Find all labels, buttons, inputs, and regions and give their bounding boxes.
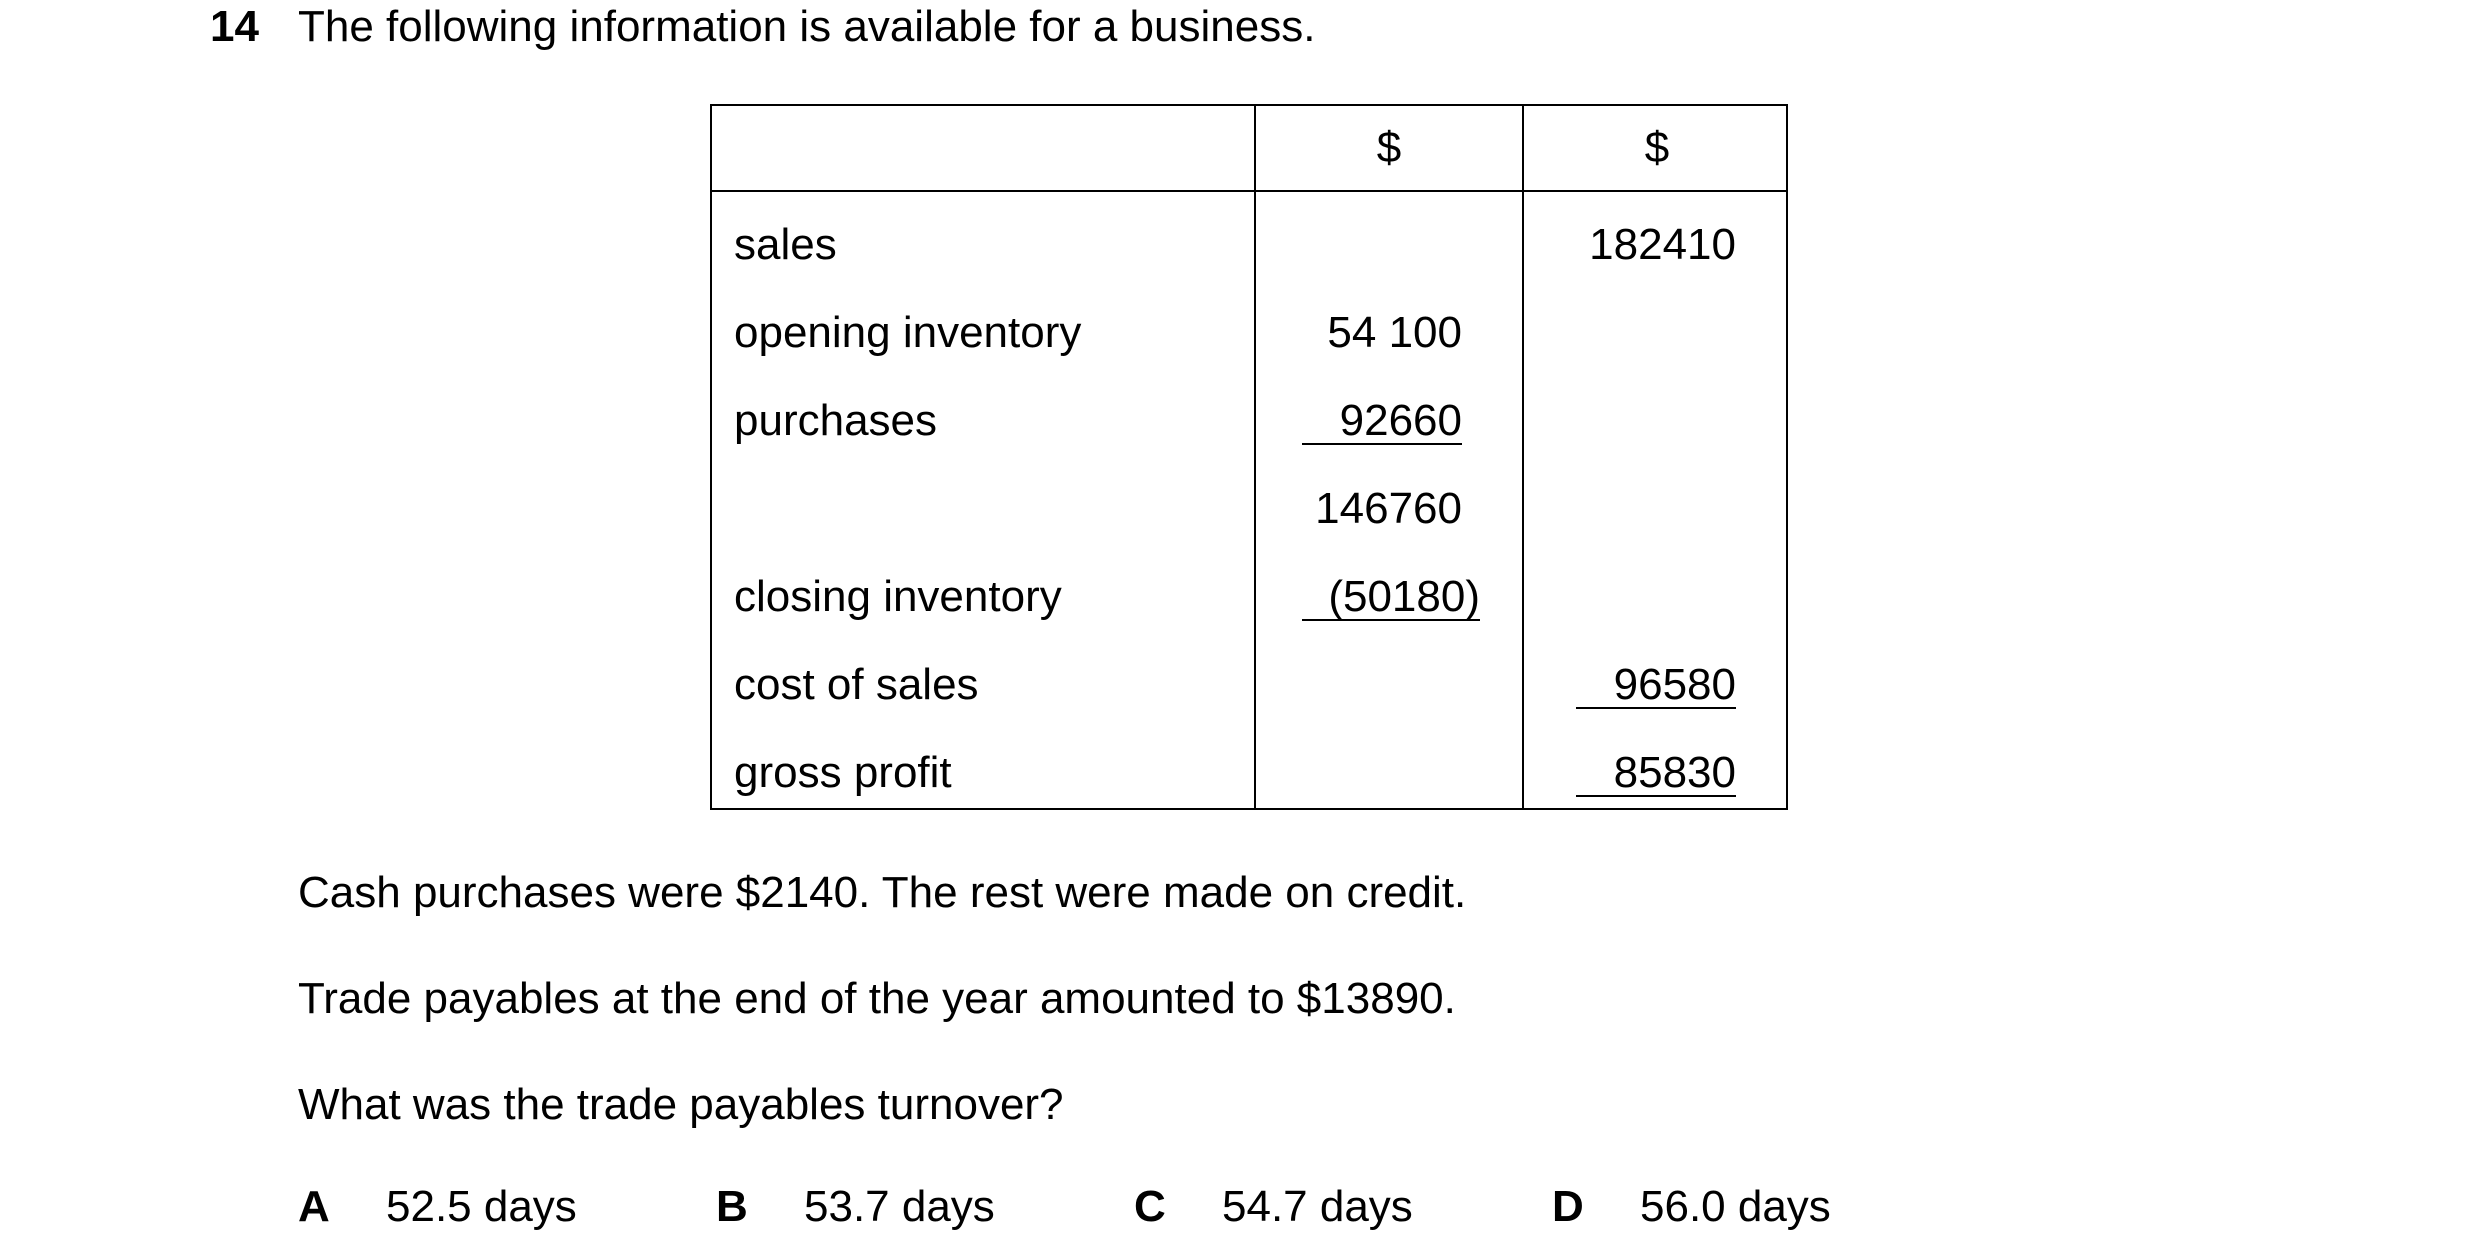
question-prompt: What was the trade payables turnover? xyxy=(298,1080,1064,1129)
row-label-gross-profit: gross profit xyxy=(734,748,952,797)
income-statement-table xyxy=(710,104,1788,810)
paragraph-trade-payables: Trade payables at the end of the year amounted to $13890. xyxy=(298,974,1456,1023)
question-intro: The following information is available for a business. xyxy=(298,2,1316,51)
option-b-text: 53.7 days xyxy=(804,1182,995,1231)
option-c-text: 54.7 days xyxy=(1222,1182,1413,1231)
option-c-letter: C xyxy=(1134,1182,1166,1231)
value-closing-inventory: (50180) xyxy=(1302,575,1480,621)
option-d-text: 56.0 days xyxy=(1640,1182,1831,1231)
value-opening-inventory: 54 100 xyxy=(1327,308,1462,357)
value-subtotal: 146760 xyxy=(1315,484,1462,533)
row-label-sales: sales xyxy=(734,220,837,269)
value-purchases: 92660 xyxy=(1302,399,1462,445)
column-divider-1 xyxy=(1254,106,1256,808)
header-dollar-col1: $ xyxy=(1376,123,1402,172)
column-divider-2 xyxy=(1522,106,1524,808)
header-dollar-col2: $ xyxy=(1644,123,1670,172)
row-label-purchases: purchases xyxy=(734,396,938,445)
option-a-letter: A xyxy=(298,1182,330,1231)
option-b-letter: B xyxy=(716,1182,748,1231)
row-label-cost-of-sales: cost of sales xyxy=(734,660,979,709)
value-sales: 182410 xyxy=(1589,220,1736,269)
value-gross-profit: 85830 xyxy=(1576,751,1736,797)
row-label-opening-inventory: opening inventory xyxy=(734,308,1082,357)
value-cost-of-sales: 96580 xyxy=(1576,663,1736,709)
paragraph-cash-purchases: Cash purchases were $2140. The rest were made on credit. xyxy=(298,868,1467,917)
option-a-text: 52.5 days xyxy=(386,1182,577,1231)
row-label-closing-inventory: closing inventory xyxy=(734,572,1062,621)
option-d-letter: D xyxy=(1552,1182,1584,1231)
question-number: 14 xyxy=(210,2,259,51)
header-divider xyxy=(712,190,1786,192)
